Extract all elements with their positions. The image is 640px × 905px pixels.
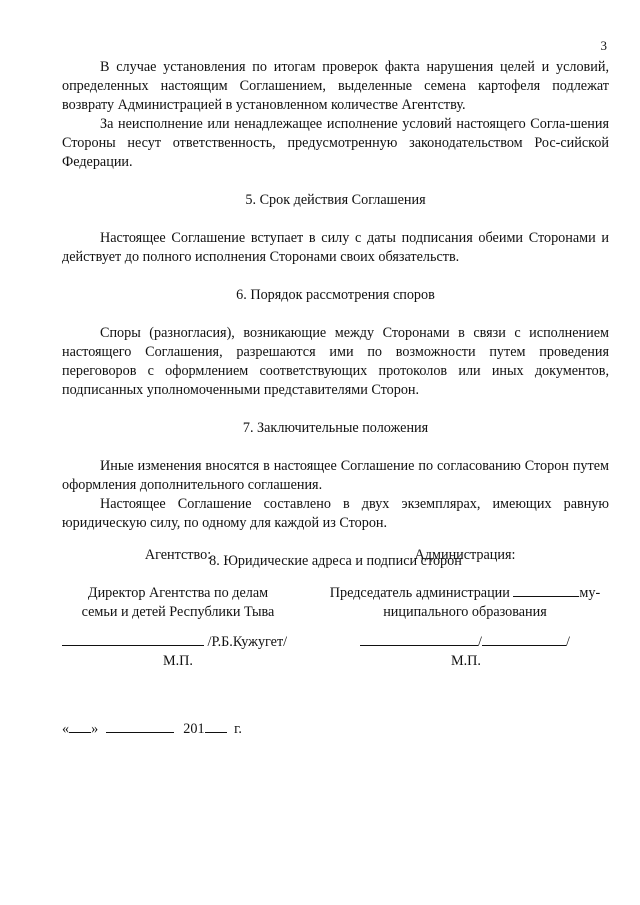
administration-position-text: Председатель администрации xyxy=(329,585,510,601)
year-blank xyxy=(205,720,227,733)
section-7-title: 7. Заключительные положения xyxy=(242,420,429,436)
document-body xyxy=(62,58,609,571)
administration-party-label: Администрация: xyxy=(414,547,516,563)
administration-position-line-1 xyxy=(320,584,610,603)
agency-signature-blank xyxy=(62,633,204,646)
month-blank xyxy=(106,720,174,733)
section-5-title: 5. Срок действия Соглашения xyxy=(245,192,426,208)
section-6-text: Споры (разногласия), возникающие между Сторонами в связи с исполнением настоящего Соглашения, разрешаются ими по возможности путем проведения переговоров с оформлением соответствующих протоколов или иных документов, подписанных уполномоченными представителями Сторон. xyxy=(62,325,609,398)
municipality-blank xyxy=(513,584,579,597)
year-suffix: г. xyxy=(234,721,242,737)
administration-signature-separator: / xyxy=(478,634,482,650)
agency-position-line-2: семьи и детей Республики Тыва xyxy=(81,604,275,620)
date-open-quote: « xyxy=(62,721,70,737)
administration-position-line-2: ниципального образования xyxy=(383,604,547,620)
administration-signature-end: / xyxy=(565,634,570,650)
section-5-text: Настоящее Соглашение вступает в силу с даты подписания обеими Сторонами и действует до полного исполнения Сторонами своих обязательств. xyxy=(62,230,609,265)
day-blank xyxy=(69,720,91,733)
agency-party-label: Агентство: xyxy=(144,547,212,563)
administration-signature-line xyxy=(360,633,590,652)
section-8-title: 8. Юридические адреса и подписи сторон xyxy=(209,553,462,569)
agency-stamp-label: М.П. xyxy=(163,653,193,669)
administration-signature-blank xyxy=(360,633,478,646)
section-7-text-2: Настоящее Соглашение составлено в двух экземплярах, имеющих равную юридическую силу, по одному для каждой из Сторон. xyxy=(62,496,609,531)
agency-signer-name: /Р.Б.Кужугет/ xyxy=(207,634,288,650)
year-prefix: 201 xyxy=(183,721,205,737)
administration-name-blank xyxy=(482,633,566,646)
section-7-text-1: Иные изменения вносятся в настоящее Соглашение по согласованию Сторон путем оформления дополнительного соглашения. xyxy=(62,458,609,493)
date-line xyxy=(62,720,242,739)
administration-position-hyphen: му- xyxy=(579,585,601,601)
paragraph-violation-return: В случае установления по итогам проверок факта нарушения целей и условий, определенных настоящим Соглашением, выделенные семена картофеля подлежат возврату Администрацией в установленном количестве Агентству. xyxy=(62,59,609,113)
agency-position xyxy=(58,584,298,622)
administration-position xyxy=(320,584,610,622)
section-6-title: 6. Порядок рассмотрения споров xyxy=(236,287,435,303)
agency-position-line-1: Директор Агентства по делам xyxy=(87,585,269,601)
administration-stamp-label: М.П. xyxy=(451,653,481,669)
agency-signature-line xyxy=(62,633,312,652)
date-close-quote: » xyxy=(91,721,99,737)
paragraph-liability: За неисполнение или ненадлежащее исполнение условий настоящего Согла-шения Стороны несут ответственность, предусмотренную законодательством Рос-сийской Федерации. xyxy=(62,116,609,170)
page-number: 3 xyxy=(600,38,607,53)
